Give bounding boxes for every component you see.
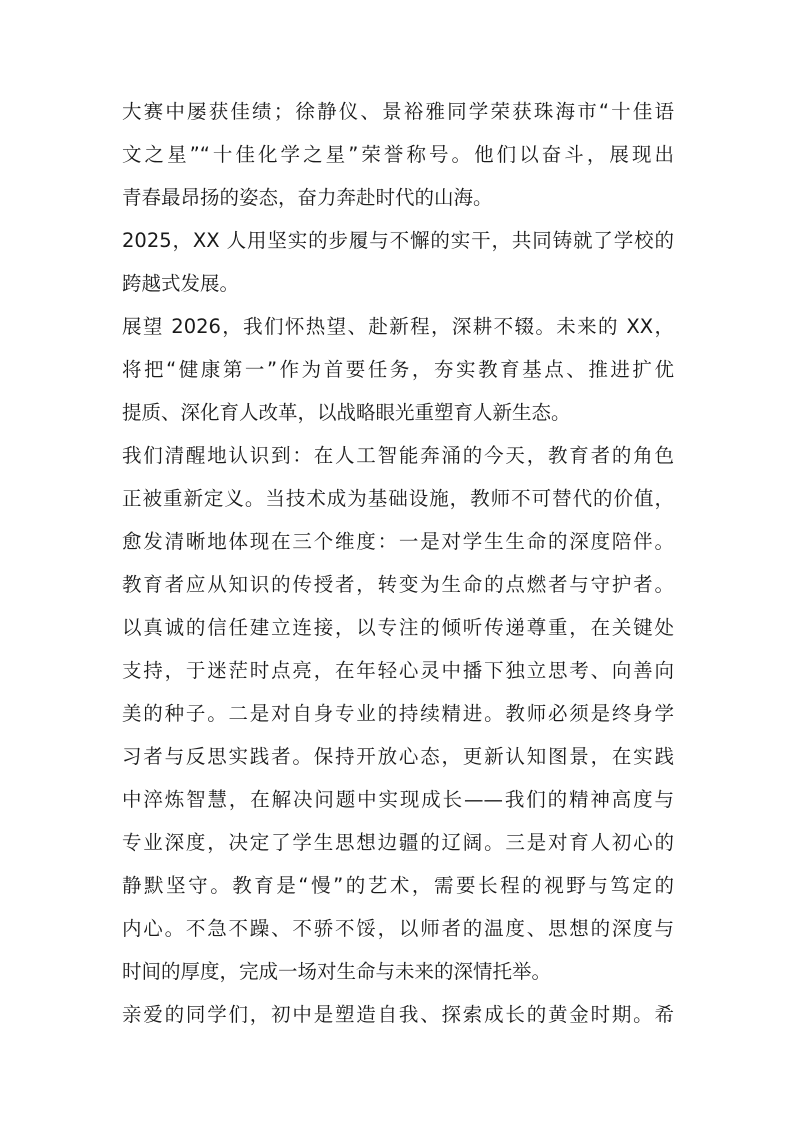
- text-line: 以真诚的信任建立连接，以专注的倾听传递尊重，在关键处: [122, 616, 674, 639]
- text-line: 教育者应从知识的传授者，转变为生命的点燃者与守护者。: [122, 573, 674, 596]
- text-line: 美的种子。二是对自身专业的持续精进。教师必须是终身学: [122, 702, 674, 725]
- text-line: 2025，XX 人用坚实的步履与不懈的实干，共同铸就了学校的: [122, 229, 674, 252]
- text-line: 习者与反思实践者。保持开放心态，更新认知图景，在实践: [122, 745, 674, 768]
- text-line: 愈发清晰地体现在三个维度：一是对学生生命的深度陪伴。: [122, 530, 674, 553]
- text-line: 我们清醒地认识到：在人工智能奔涌的今天，教育者的角色: [122, 444, 674, 467]
- text-line: 正被重新定义。当技术成为基础设施，教师不可替代的价值，: [122, 487, 674, 510]
- text-line: 亲爱的同学们，初中是塑造自我、探索成长的黄金时期。希: [122, 1003, 674, 1026]
- text-line: 将把“健康第一”作为首要任务，夯实教育基点、推进扩优: [122, 358, 674, 381]
- text-line: 时间的厚度，完成一场对生命与未来的深情托举。: [122, 960, 552, 983]
- text-line: 静默坚守。教育是“慢”的艺术，需要长程的视野与笃定的: [122, 874, 674, 897]
- text-line: 提质、深化育人改革，以战略眼光重塑育人新生态。: [122, 401, 571, 424]
- text-line: 展望 2026，我们怀热望、赴新程，深耕不辍。未来的 XX，: [122, 315, 674, 338]
- text-line: 内心。不急不躁、不骄不馁，以师者的温度、思想的深度与: [122, 917, 674, 940]
- text-line: 文之星”“十佳化学之星”荣誉称号。他们以奋斗，展现出: [122, 143, 674, 166]
- text-line: 支持，于迷茫时点亮，在年轻心灵中播下独立思考、向善向: [122, 659, 674, 682]
- text-line: 中淬炼智慧，在解决问题中实现成长——我们的精神高度与: [122, 788, 674, 811]
- text-line: 青春最昂扬的姿态，奋力奔赴时代的山海。: [122, 186, 493, 209]
- text-line: 专业深度，决定了学生思想边疆的辽阔。三是对育人初心的: [122, 831, 674, 854]
- text-line: 大赛中屡获佳绩；徐静仪、景裕雅同学荣获珠海市“十佳语: [122, 100, 674, 123]
- text-line: 跨越式发展。: [122, 272, 240, 295]
